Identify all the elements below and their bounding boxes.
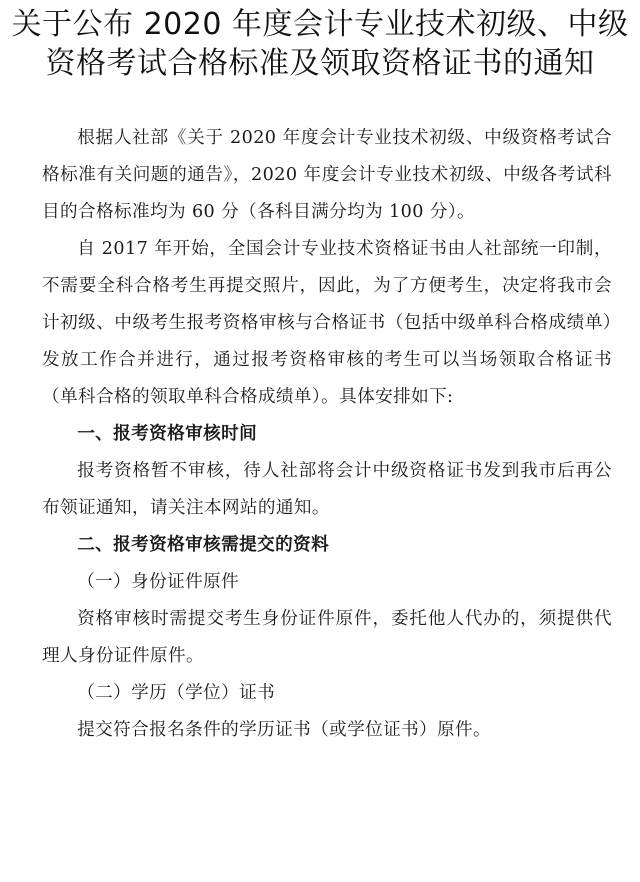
subheading-degree-certificate: （二）学历（学位）证书	[77, 683, 276, 703]
paragraph-passing-standard: 根据人社部《关于 2020 年度会计专业技术初级、中级资格考试合格标准有关问题的通告》，2020 年度会计专业技术初级、中级各考试科目的合格标准均为 60 分（各科目满分均为 100 分）。	[42, 128, 612, 222]
section-heading-review-time: 一、报考资格审核时间	[77, 424, 258, 444]
paragraph-id-document: 资格审核时需提交考生身份证件原件，委托他人代办的，须提供代理人身份证件原件。	[42, 609, 612, 666]
document-body	[42, 120, 612, 749]
section-heading-required-materials: 二、报考资格审核需提交的资料	[77, 535, 330, 555]
paragraph-review-time: 报考资格暂不审核，待人社部将会计中级资格证书发到我市后再公布领证通知，请关注本网站的通知。	[42, 461, 612, 518]
document-title-line-1: 关于公布 2020 年度会计专业技术初级、中级	[11, 7, 629, 42]
paragraph-degree-certificate: 提交符合报名条件的学历证书（或学位证书）原件。	[77, 720, 492, 740]
subheading-id-document: （一）身份证件原件	[77, 572, 240, 592]
paragraph-certificate-arrangement: 自 2017 年开始，全国会计专业技术资格证书由人社部统一印制，不需要全科合格考生再提交照片，因此，为了方便考生，决定将我市会计初级、中级考生报考资格审核与合格证书（包括中级单科合格成绩单）发放工作合并进行，通过报考资格审核的考生可以当场领取合格证书（单科合格的领取单科合格成绩单）。具体安排如下:	[42, 239, 612, 407]
document-title-line-2: 资格考试合格标准及领取资格证书的通知	[45, 46, 595, 81]
